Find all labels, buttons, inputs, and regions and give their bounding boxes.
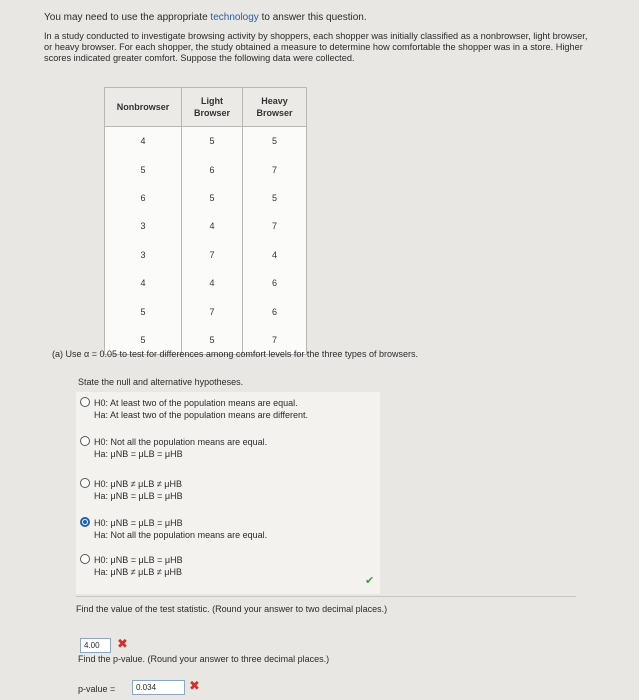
table-cell: 7 (243, 326, 307, 355)
table-row (105, 127, 307, 156)
table-row (105, 269, 307, 297)
option-ha: Ha: μNB = μLB = μHB (94, 491, 183, 501)
divider (76, 596, 576, 597)
table-row (105, 241, 307, 269)
data-table (104, 87, 307, 355)
incorrect-x-icon: ✖ (117, 636, 128, 651)
pvalue-label: p-value = (78, 684, 116, 694)
table-cell: 5 (105, 155, 182, 183)
table-cell: 7 (243, 212, 307, 240)
table-row (105, 297, 307, 325)
problem-paragraph: In a study conducted to investigate browsing activity by shoppers, each shopper was initially classified as a nonbrowser, light browser, or heavy browser. For each shopper, the study obtained a measure to determine how comfortable the shopper was in a store. Higher scores indicated greater comfort. Suppose the following data were collected. (44, 31, 588, 63)
header-heavy-browser: Heavy Browser (243, 88, 307, 127)
option-2[interactable] (80, 436, 267, 460)
correct-check-icon: ✔ (365, 575, 375, 587)
table-cell: 7 (243, 155, 307, 183)
state-hypotheses-prompt: State the null and alternative hypotheses. (78, 377, 244, 387)
table-cell: 5 (243, 127, 307, 156)
table-cell: 5 (182, 184, 243, 212)
option-1[interactable] (80, 397, 308, 421)
option-h0: H0: At least two of the population means are equal. (94, 398, 298, 408)
header-nonbrowser: Nonbrowser (105, 88, 182, 127)
table-row (105, 184, 307, 212)
option-h0: H0: μNB = μLB = μHB (94, 518, 183, 528)
intro-before: You may need to use the appropriate (44, 12, 211, 23)
table-cell: 5 (105, 297, 182, 325)
table-row (105, 212, 307, 240)
option-ha: Ha: μNB = μLB = μHB (94, 449, 183, 459)
radio-button[interactable] (80, 554, 90, 564)
option-5[interactable] (80, 554, 183, 578)
table-cell: 5 (105, 326, 182, 355)
intro-after: to answer this question. (258, 12, 367, 23)
test-statistic-input[interactable]: 4.00 (80, 638, 111, 653)
table-cell: 7 (182, 241, 243, 269)
table-body (105, 127, 307, 355)
option-h0: H0: Not all the population means are equal. (94, 437, 268, 447)
radio-button[interactable] (80, 397, 90, 407)
table-cell: 4 (105, 269, 182, 297)
table-cell: 6 (182, 155, 243, 183)
option-ha: Ha: At least two of the population means are different. (94, 410, 308, 420)
incorrect-x-icon: ✖ (189, 678, 200, 693)
hypotheses-options (76, 392, 380, 594)
test-statistic-prompt: Find the value of the test statistic. (Round your answer to two decimal places.) (76, 604, 388, 614)
header-light-browser: Light Browser (182, 88, 243, 127)
table-cell: 6 (243, 269, 307, 297)
table-cell: 3 (105, 212, 182, 240)
table-cell: 6 (105, 184, 182, 212)
radio-button[interactable] (80, 436, 90, 446)
table-cell: 4 (182, 212, 243, 240)
option-h0: H0: μNB ≠ μLB ≠ μHB (94, 479, 182, 489)
option-ha: Ha: μNB ≠ μLB ≠ μHB (94, 567, 182, 577)
radio-button[interactable] (80, 478, 90, 488)
table-cell: 6 (243, 297, 307, 325)
pvalue-prompt: Find the p-value. (Round your answer to three decimal places.) (78, 654, 330, 664)
table-cell: 7 (182, 297, 243, 325)
table-cell: 4 (105, 127, 182, 156)
table-row (105, 155, 307, 183)
technology-link[interactable]: technology (210, 12, 259, 23)
table-cell: 5 (182, 127, 243, 156)
option-4-selected[interactable] (80, 517, 267, 541)
radio-button-selected[interactable] (80, 517, 90, 527)
table-cell: 4 (243, 241, 307, 269)
intro-text (44, 12, 367, 23)
table-cell: 5 (243, 184, 307, 212)
option-3[interactable] (80, 478, 183, 502)
table-cell: 3 (105, 241, 182, 269)
option-h0: H0: μNB = μLB = μHB (94, 555, 183, 565)
part-a-question: (a) Use α = 0.05 to test for differences among comfort levels for the three types of browsers. (52, 349, 418, 359)
table-cell: 4 (182, 269, 243, 297)
pvalue-input[interactable]: 0.034 (132, 680, 185, 695)
option-ha: Ha: Not all the population means are equal. (94, 530, 268, 540)
table-cell: 5 (182, 326, 243, 355)
